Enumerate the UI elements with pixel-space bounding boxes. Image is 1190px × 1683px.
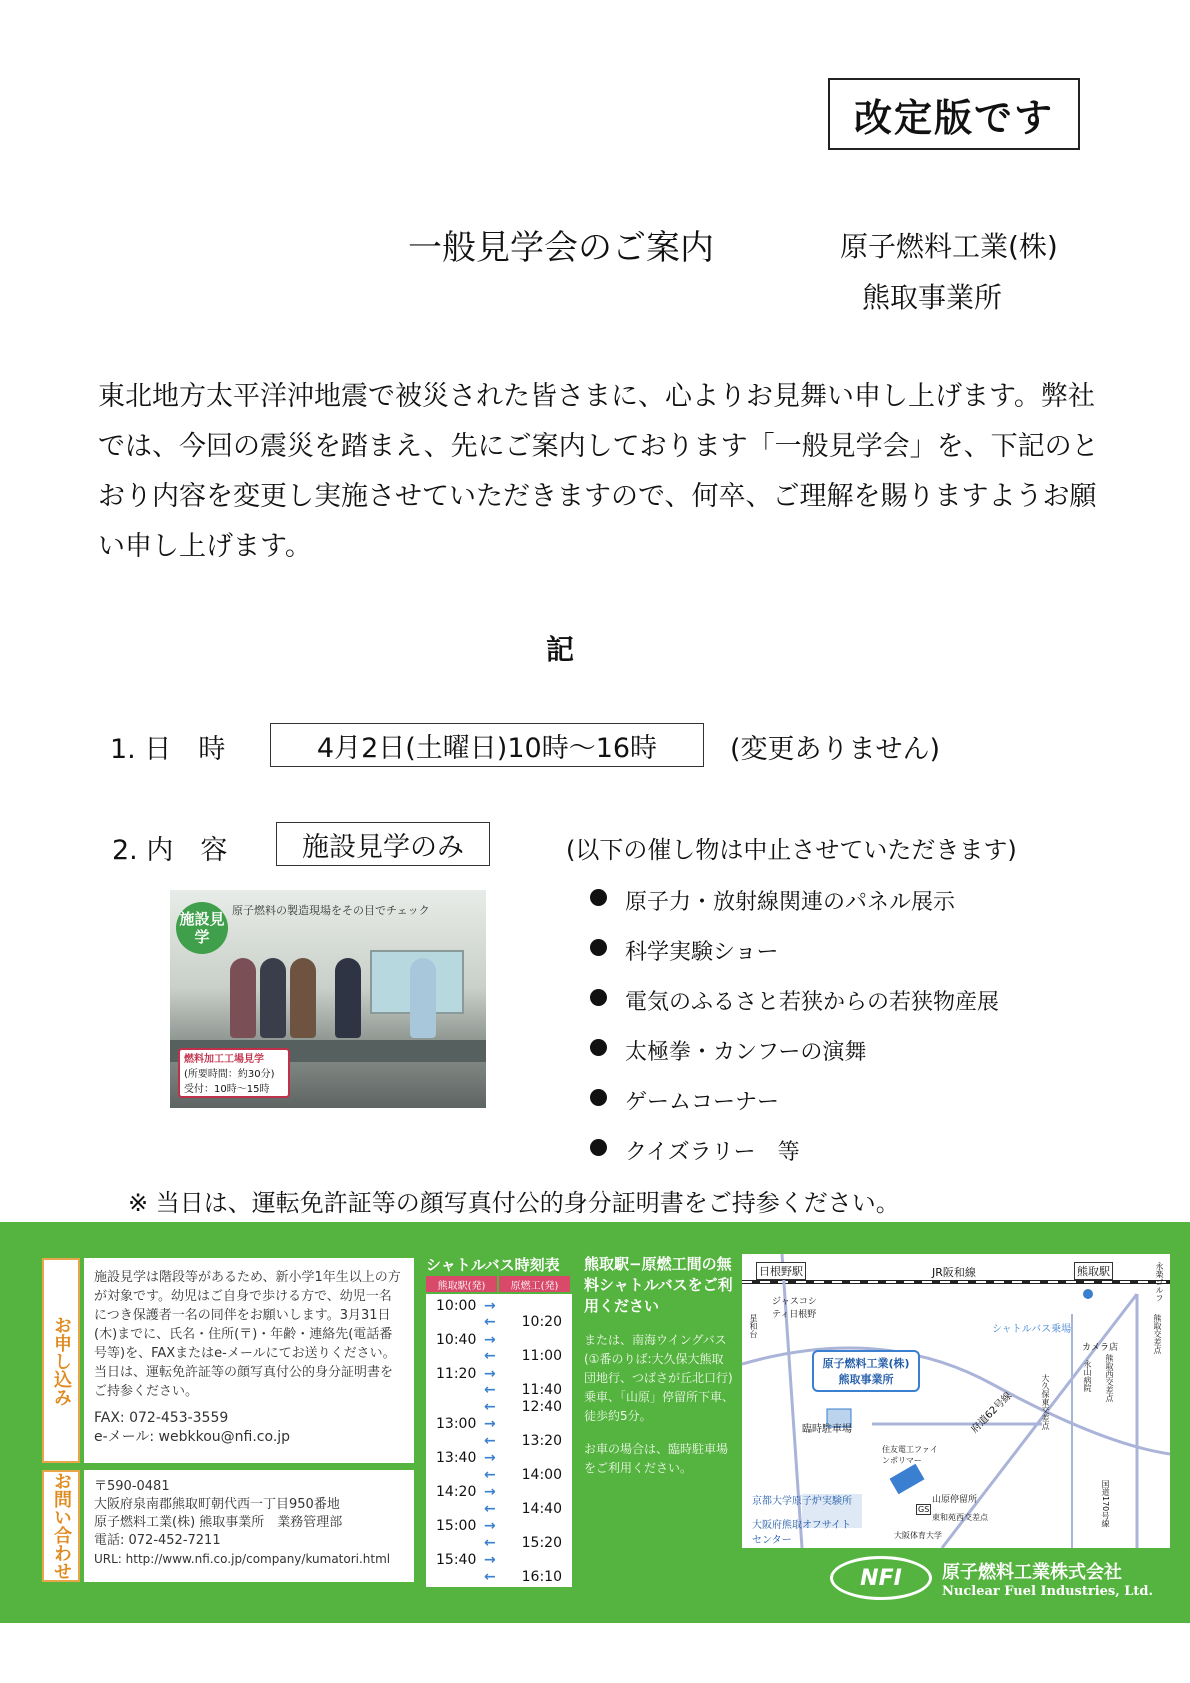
- list-item: 原子力・放射線関連のパネル展示: [590, 885, 999, 935]
- map-route62: 府道62号線: [969, 1390, 1015, 1436]
- bus-departure-row: 14:20 →: [426, 1484, 572, 1500]
- apply-body: 施設見学は階段等があるため、新小学1年生以上の方が対象です。幼児はご自身で歩ける方で、幼児一名につき保護者一名の同伴をお願いします。3月31日(木)までに、氏名・住所(〒)・年齢・連絡先(電話番号等)を、FAXまたはe-メールにてお送りください。当日は、運転免許証等の顔写真付公的身分証明書をご持参ください。: [94, 1270, 401, 1399]
- map-station-hineno: 日根野駅: [756, 1262, 806, 1280]
- bus-return-row: ← 10:20: [484, 1314, 562, 1330]
- left-arrow-icon: ←: [484, 1467, 496, 1483]
- list-item: 太極拳・カンフーの演舞: [590, 1035, 999, 1085]
- bus-departure-row: 10:40 →: [426, 1332, 572, 1348]
- list-item: ゲームコーナー: [590, 1085, 999, 1135]
- nfi-logo: NFI: [830, 1556, 932, 1600]
- bus-return-row: ← 13:20: [484, 1433, 562, 1449]
- apply-side-label: お申し込み: [42, 1258, 80, 1463]
- right-arrow-icon: →: [484, 1416, 496, 1432]
- bus-departure-row: 15:00 →: [426, 1518, 572, 1534]
- bus-col-to: 原燃工(発): [499, 1276, 570, 1292]
- bus-timetable: [426, 1254, 572, 1587]
- ki-heading: 記: [546, 633, 575, 666]
- intro-paragraph: 東北地方太平洋沖地震で被災された皆さまに、心よりお見舞い申し上げます。弊社では、今回の震災を踏まえ、先にご案内しております「一般見学会」を、下記のとおり内容を変更し実施させていただきますので、何卒、ご理解を賜りますようお願い申し上げます。: [98, 381, 1099, 562]
- photo-person: [335, 958, 361, 1038]
- right-arrow-icon: →: [484, 1484, 496, 1500]
- item2-value: 施設見学のみ: [276, 822, 490, 866]
- photo-label-reception: 受付：10時～15時: [184, 1084, 270, 1095]
- item1-label: 1. 日 時: [110, 734, 226, 765]
- id-warning: ※ 当日は、運転免許証等の顔写真付公的身分証明書をご持参ください。: [128, 1189, 900, 1217]
- apply-panel: [84, 1258, 414, 1463]
- page-title: 一般見学会のご案内: [408, 228, 714, 268]
- bullet-icon: [590, 889, 607, 906]
- bus-departure-row: 13:40 →: [426, 1450, 572, 1466]
- photo-label-title: 燃料加工工場見学: [184, 1054, 264, 1065]
- item1-value: 4月2日(土曜日)10時～16時: [270, 723, 704, 767]
- right-arrow-icon: →: [484, 1298, 496, 1314]
- revised-badge: 改定版です: [828, 78, 1080, 150]
- map-gs: GS: [918, 1505, 930, 1514]
- photo-label-duration: (所要時間：約30分): [184, 1069, 275, 1080]
- left-arrow-icon: ←: [484, 1535, 496, 1551]
- shuttle-heading: 熊取駅−原燃工間の無料シャトルバスをご利用ください: [584, 1255, 733, 1315]
- map-kyoto-reactor: 京都大学原子炉実験所: [752, 1496, 852, 1507]
- map-okubo: 大久保東交差点: [1041, 1374, 1050, 1430]
- map-kumatori-south: 東和苑西交差点: [932, 1513, 988, 1522]
- bullet-icon: [590, 1039, 607, 1056]
- facility-photo: [170, 890, 486, 1108]
- photo-label: [178, 1048, 290, 1098]
- access-map: [742, 1254, 1170, 1548]
- photo-person: [290, 958, 316, 1038]
- cancelled-list: [590, 885, 999, 1185]
- photo-person: [230, 958, 256, 1038]
- bus-return-row: ← 16:10: [484, 1569, 562, 1585]
- right-arrow-icon: →: [484, 1518, 496, 1534]
- photo-person: [260, 958, 286, 1038]
- bullet-icon: [590, 989, 607, 1006]
- contact-tel: 電話: 072-452-7211: [94, 1533, 221, 1548]
- company-name: 原子燃料工業(株): [840, 230, 1058, 263]
- bus-return-row: ← 11:00: [484, 1348, 562, 1364]
- bus-return-row: ← 15:20: [484, 1535, 562, 1551]
- bullet-icon: [590, 1139, 607, 1156]
- map-sumitomo: 住友電工ファインポリマー: [882, 1445, 938, 1465]
- nfi-name-jp: 原子燃料工業株式会社: [942, 1561, 1122, 1583]
- map-eikokuji: 永楽ゴルフ: [1155, 1262, 1164, 1302]
- map-yamahara: 山原停留所: [932, 1495, 978, 1505]
- map-national170: 国道170号線: [1101, 1480, 1110, 1528]
- map-nagayama: 永山病院: [1083, 1360, 1092, 1392]
- bus-col-from: 熊取駅(発): [426, 1276, 497, 1292]
- contact-address: 大阪府泉南郡熊取町朝代西一丁目950番地: [94, 1497, 340, 1512]
- right-arrow-icon: →: [484, 1450, 496, 1466]
- bus-departure-row: 11:20 →: [426, 1366, 572, 1382]
- bus-departure-row: 15:40 →: [426, 1552, 572, 1568]
- bus-stop-marker: [1083, 1289, 1093, 1299]
- bus-body: [426, 1294, 572, 1587]
- apply-fax: FAX: 072-453-3559: [94, 1410, 229, 1426]
- map-kumatori-cross: 熊取交差点: [1153, 1314, 1162, 1354]
- map-station-kumatori: 熊取駅: [1074, 1262, 1113, 1280]
- right-arrow-icon: →: [484, 1332, 496, 1348]
- shuttle-info: [584, 1254, 734, 1478]
- photo-badge: 施設見学: [176, 902, 228, 954]
- shuttle-car: お車の場合は、臨時駐車場をご利用ください。: [584, 1442, 729, 1475]
- contact-url[interactable]: URL: http://www.nfi.co.jp/company/kumatori.html: [94, 1552, 391, 1566]
- list-item: クイズラリー 等: [590, 1135, 999, 1185]
- map-bus-stop: シャトルバス乗場: [992, 1324, 1072, 1335]
- nfi-names: [942, 1558, 1153, 1599]
- map-hoshikoji: 星和台: [749, 1314, 758, 1338]
- right-arrow-icon: →: [484, 1552, 496, 1568]
- nfi-brand: [830, 1553, 1170, 1603]
- map-parking: 臨時駐車場: [802, 1424, 852, 1435]
- list-item: 電気のふるさと若狭からの若狭物産展: [590, 985, 999, 1035]
- item2-note: (以下の催し物は中止させていただきます): [566, 836, 1017, 864]
- left-arrow-icon: ←: [484, 1501, 496, 1517]
- contact-dept: 原子燃料工業(株) 熊取事業所 業務管理部: [94, 1515, 343, 1530]
- map-jusco: ジャスコシティ日根野: [772, 1297, 817, 1320]
- map-jr-line: JR阪和線: [932, 1266, 976, 1279]
- bus-title: シャトルバス時刻表: [426, 1256, 560, 1274]
- photo-caption: 原子燃料の製造現場をその目でチェック: [232, 904, 430, 917]
- bullet-icon: [590, 939, 607, 956]
- photo-person: [410, 958, 436, 1038]
- left-arrow-icon: ←: [484, 1569, 496, 1585]
- office-name: 熊取事業所: [862, 281, 1003, 314]
- bus-return-row: ← 12:40: [484, 1399, 562, 1415]
- left-arrow-icon: ←: [484, 1348, 496, 1364]
- nfi-name-en: Nuclear Fuel Industries, Ltd.: [942, 1583, 1154, 1599]
- bus-return-row: ← 11:40: [484, 1382, 562, 1398]
- bullet-icon: [590, 1089, 607, 1106]
- list-item: 科学実験ショー: [590, 935, 999, 985]
- bus-return-row: ← 14:40: [484, 1501, 562, 1517]
- office-marker: [890, 1464, 925, 1495]
- left-arrow-icon: ←: [484, 1399, 496, 1415]
- right-arrow-icon: →: [484, 1366, 496, 1382]
- contact-side-label: お問い合わせ: [42, 1470, 80, 1582]
- bus-return-row: ← 14:00: [484, 1467, 562, 1483]
- item1-note: (変更ありません): [730, 734, 941, 765]
- map-office-label: 原子燃料工業(株) 熊取事業所: [812, 1350, 920, 1392]
- map-osaka-office: 大阪府熊取オフサイトセンター: [752, 1520, 851, 1546]
- apply-email[interactable]: e-メール: webkkou@nfi.co.jp: [94, 1429, 291, 1445]
- map-osaka-univ: 大阪体育大学: [894, 1531, 942, 1540]
- contact-zip: 〒590-0481: [94, 1479, 170, 1494]
- bus-header: [426, 1276, 572, 1292]
- shuttle-alt-bus: または、南海ウイングバス(①番のりば:大久保大熊取団地行、つばさが丘北口行)乗車、「山原」停留所下車、徒歩約5分。: [584, 1333, 735, 1423]
- item2-label: 2. 内 容: [112, 835, 228, 866]
- left-arrow-icon: ←: [484, 1433, 496, 1449]
- left-arrow-icon: ←: [484, 1382, 496, 1398]
- map-camera: カメラ店: [1082, 1343, 1119, 1353]
- contact-panel: [84, 1470, 414, 1582]
- left-arrow-icon: ←: [484, 1314, 496, 1330]
- map-kumatori-west: 熊取西交差点: [1105, 1354, 1114, 1402]
- bus-departure-row: 13:00 →: [426, 1416, 572, 1432]
- bus-departure-row: 10:00 →: [426, 1298, 572, 1314]
